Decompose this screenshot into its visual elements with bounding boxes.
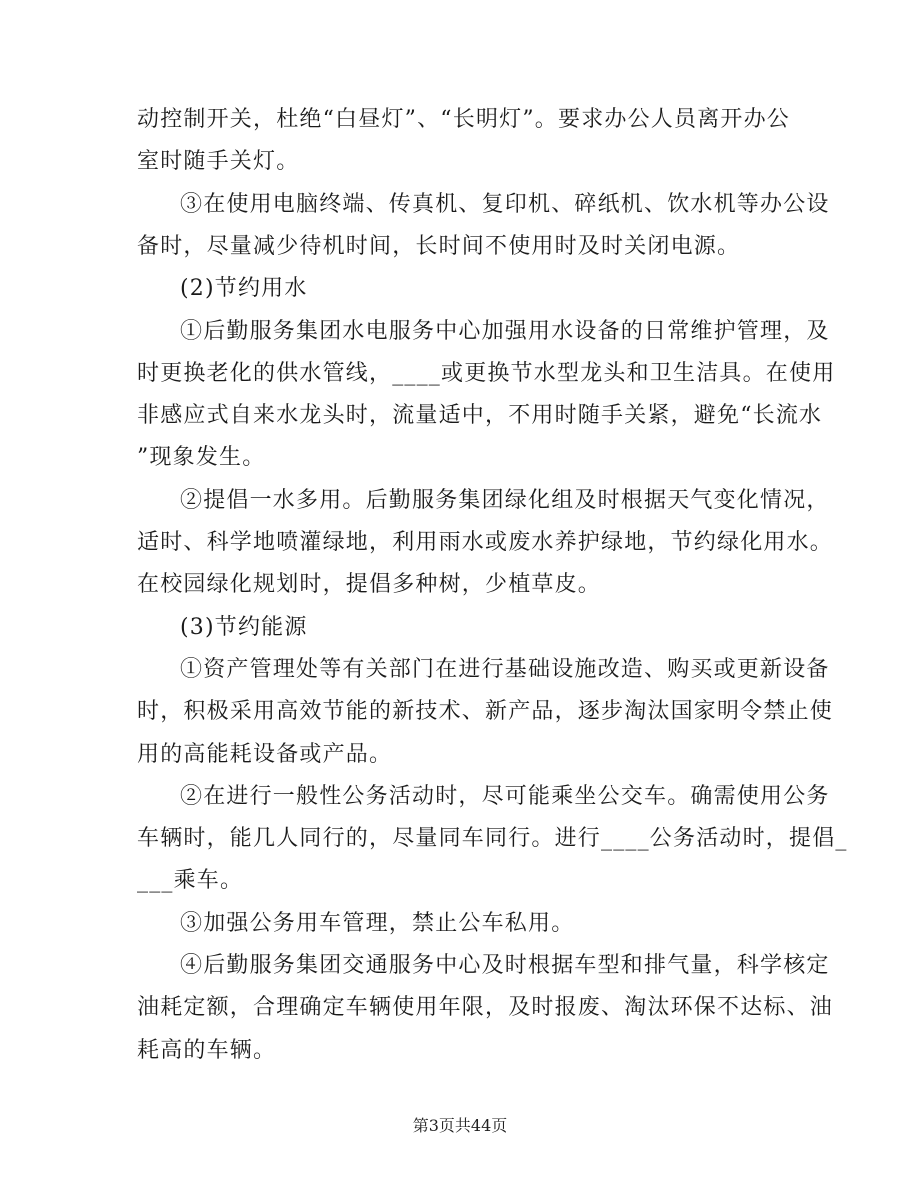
page-number: 第3页共44页 <box>412 1116 508 1135</box>
text-line: 在校园绿化规划时，提倡多种树，少植草皮。 <box>137 572 602 597</box>
text-line: 耗高的车辆。 <box>137 1038 277 1063</box>
text-line: 备时，尽量减少待机时间，长时间不使用时及时关闭电源。 <box>137 234 741 259</box>
paragraph-first-line: ①后勤服务集团水电服务中心加强用水设备的日常维护管理，及 <box>180 319 830 344</box>
text-line: 用的高能耗设备或产品。 <box>137 742 393 767</box>
paragraph-first-line: ①资产管理处等有关部门在进行基础设施改造、购买或更新设备 <box>180 657 830 682</box>
paragraph-first-line: ②提倡一水多用。后勤服务集团绿化组及时根据天气变化情况， <box>180 488 830 513</box>
text-line: 适时、科学地喷灌绿地，利用雨水或废水养护绿地，节约绿化用水。 <box>137 530 834 555</box>
paragraph-first-line: ③在使用电脑终端、传真机、复印机、碎纸机、饮水机等办公设 <box>180 192 830 217</box>
paragraph-first-line: ③加强公务用车管理，禁止公车私用。 <box>180 911 575 936</box>
text-line: 时更换老化的供水管线，____或更换节水型龙头和卫生洁具。在使用 <box>137 361 836 386</box>
text-line: 室时随手关灯。 <box>137 149 300 174</box>
text-line: 车辆时，能几人同行的，尽量同车同行。进行____公务活动时，提倡_ <box>137 826 848 851</box>
section-heading-water: (2)节约用水 <box>180 276 308 301</box>
paragraph-first-line: ②在进行一般性公务活动时，尽可能乘坐公交车。确需使用公务 <box>180 784 830 809</box>
text-line: ___乘车。 <box>137 868 244 893</box>
text-line: 动控制开关，杜绝“白昼灯”、“长明灯”。要求办公人员离开办公 <box>137 107 790 132</box>
text-line: 油耗定额，合理确定车辆使用年限，及时报废、淘汰环保不达标、油 <box>137 995 834 1020</box>
text-line: 时，积极采用高效节能的新技术、新产品，逐步淘汰国家明令禁止使 <box>137 699 834 724</box>
text-line: 非感应式自来水龙头时，流量适中，不用时随手关紧，避免“长流水 <box>137 403 823 428</box>
section-heading-energy: (3)节约能源 <box>180 615 308 640</box>
paragraph-first-line: ④后勤服务集团交通服务中心及时根据车型和排气量，科学核定 <box>180 953 830 978</box>
text-line: ”现象发生。 <box>137 445 266 470</box>
